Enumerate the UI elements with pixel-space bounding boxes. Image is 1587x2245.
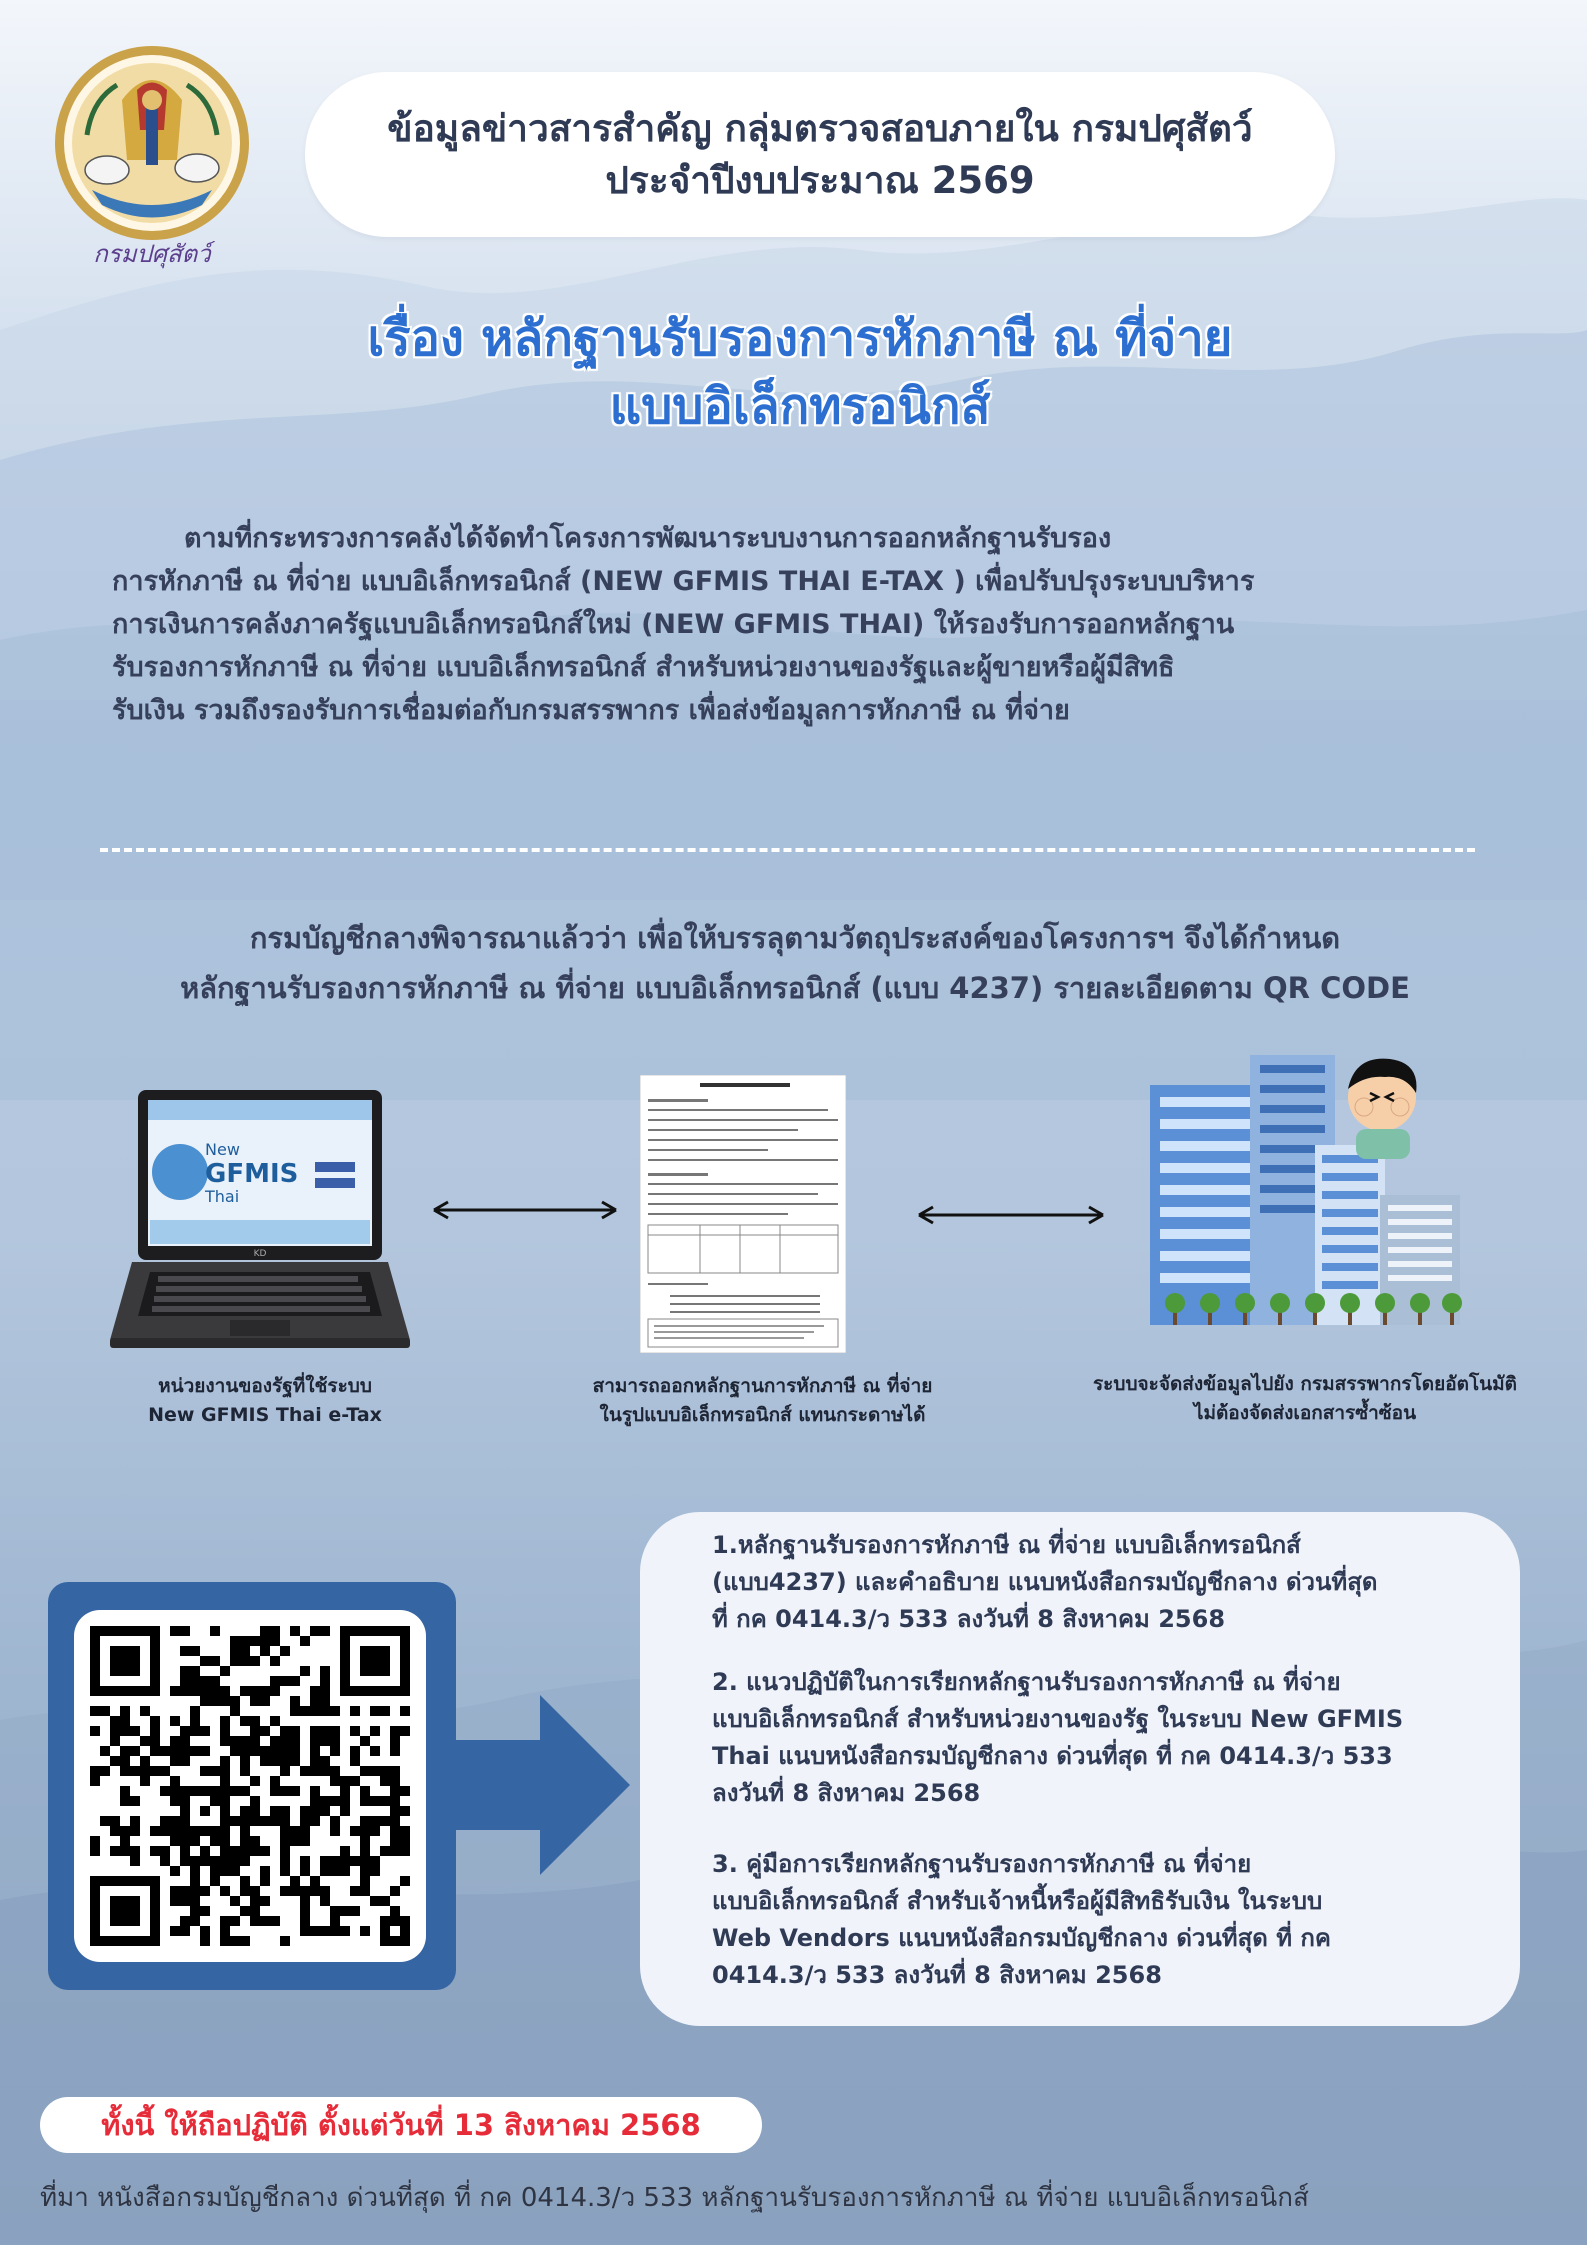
note-line: 1.หลักฐานรับรองการหักภาษี ณ ที่จ่าย แบบอิเล็กทรอนิกส์ xyxy=(712,1531,1301,1559)
laptop-illustration xyxy=(110,1090,410,1348)
header-title-line2: ประจำปีงบประมาณ 2569 xyxy=(605,158,1035,202)
caption-line: New GFMIS Thai e-Tax xyxy=(148,1404,382,1426)
note-line: 3. คู่มือการเรียกหลักฐานรับรองการหักภาษี ณ ที่จ่าย xyxy=(712,1850,1252,1878)
reference-notes-box xyxy=(640,1512,1520,2026)
effective-date-banner: ทั้งนี้ ให้ถือปฏิบัติ ตั้งแต่วันที่ 13 สิงหาคม 2568 xyxy=(40,2097,762,2153)
intro-line: การหักภาษี ณ ที่จ่าย แบบอิเล็กทรอนิกส์ (NEW GFMIS THAI E-TAX ) เพื่อปรับปรุงระบบบริหาร xyxy=(112,566,1255,597)
note-line: Web Vendors แนบหนังสือกรมบัญชีกลาง ด่วนที่สุด ที่ กค xyxy=(712,1924,1331,1952)
note-line: แบบอิเล็กทรอนิกส์ สำหรับเจ้าหนี้หรือผู้มีสิทธิรับเงิน ในระบบ xyxy=(712,1887,1323,1915)
header-banner xyxy=(305,72,1335,237)
flow-caption-document xyxy=(540,1372,985,1430)
note-line: (แบบ4237) และคำอธิบาย แนบหนังสือกรมบัญชีกลาง ด่วนที่สุด xyxy=(712,1568,1378,1596)
caption-line: ไม่ต้องจัดส่งเอกสารซ้ำซ้อน xyxy=(1193,1402,1417,1424)
subject-heading xyxy=(160,305,1440,441)
source-citation: ที่มา หนังสือกรมบัญชีกลาง ด่วนที่สุด ที่ กค 0414.3/ว 533 หลักฐานรับรองการหักภาษี ณ ที่จ่าย แบบอิเล็กทรอนิกส์ xyxy=(40,2183,1309,2213)
flow-arrow-right xyxy=(917,1200,1105,1230)
note-item xyxy=(712,1664,1502,1812)
qr-code-frame xyxy=(48,1582,456,1990)
laptop-screen-thai: Thai xyxy=(205,1187,240,1206)
flow-caption-agency xyxy=(110,1372,420,1430)
subject-line1: เรื่อง หลักฐานรับรองการหักภาษี ณ ที่จ่าย xyxy=(367,310,1233,367)
intro-line: รับเงิน รวมถึงรองรับการเชื่อมต่อกับกรมสรรพากร เพื่อส่งข้อมูลการหักภาษี ณ ที่จ่าย xyxy=(112,695,1070,726)
caption-line: สามารถออกหลักฐานการหักภาษี ณ ที่จ่าย xyxy=(592,1375,933,1397)
note-line: 0414.3/ว 533 ลงวันที่ 8 สิงหาคม 2568 xyxy=(712,1961,1162,1989)
header-title-line1: ข้อมูลข่าวสารสำคัญ กลุ่มตรวจสอบภายใน กรมปศุสัตว์ xyxy=(387,106,1253,150)
laptop-screen-gfmis: GFMIS xyxy=(205,1159,299,1189)
qr-code[interactable] xyxy=(74,1610,426,1962)
caption-line: ในรูปแบบอิเล็กทรอนิกส์ แทนกระดาษได้ xyxy=(599,1404,926,1426)
note-line: 2. แนวปฏิบัติในการเรียกหลักฐานรับรองการหักภาษี ณ ที่จ่าย xyxy=(712,1668,1341,1696)
caption-line: ระบบจะจัดส่งข้อมูลไปยัง กรมสรรพากรโดยอัตโนมัติ xyxy=(1092,1373,1518,1395)
intro-line: รับรองการหักภาษี ณ ที่จ่าย แบบอิเล็กทรอนิกส์ สำหรับหน่วยงานของรัฐและผู้ขายหรือผู้มีสิทธิ xyxy=(112,652,1175,683)
note-line: ที่ กค 0414.3/ว 533 ลงวันที่ 8 สิงหาคม 2568 xyxy=(712,1605,1226,1633)
decision-line: กรมบัญชีกลางพิจารณาแล้วว่า เพื่อให้บรรลุตามวัตถุประสงค์ของโครงการฯ จึงได้กำหนด xyxy=(249,921,1341,955)
logo-text: กรมปศุสัตว์ xyxy=(93,240,211,268)
decision-line: หลักฐานรับรองการหักภาษี ณ ที่จ่าย แบบอิเล็กทรอนิกส์ (แบบ 4237) รายละเอียดตาม QR CODE xyxy=(180,971,1410,1005)
department-logo xyxy=(52,40,252,270)
note-line: แบบอิเล็กทรอนิกส์ สำหรับหน่วยงานของรัฐ ในระบบ New GFMIS xyxy=(712,1705,1404,1733)
decision-paragraph xyxy=(70,913,1520,1013)
subject-line2: แบบอิเล็กทรอนิกส์ xyxy=(609,378,991,435)
flow-caption-revenue xyxy=(1040,1370,1570,1428)
note-line: ลงวันที่ 8 สิงหาคม 2568 xyxy=(712,1779,981,1807)
laptop-screen-new: New xyxy=(205,1140,240,1159)
note-line: Thai แนบหนังสือกรมบัญชีกลาง ด่วนที่สุด ที่ กค 0414.3/ว 533 xyxy=(712,1742,1393,1770)
intro-line: การเงินการคลังภาครัฐแบบอิเล็กทรอนิกส์ใหม่ (NEW GFMIS THAI) ให้รองรับการออกหลักฐาน xyxy=(112,609,1235,640)
dashed-divider xyxy=(100,848,1475,852)
intro-paragraph xyxy=(112,517,1492,732)
intro-line: ตามที่กระทรวงการคลังได้จัดทำโครงการพัฒนาระบบงานการออกหลักฐานรับรอง xyxy=(184,523,1112,554)
buildings-illustration xyxy=(1150,1045,1470,1335)
note-item xyxy=(712,1846,1502,1994)
laptop-brand: KD xyxy=(253,1249,267,1259)
caption-line: หน่วยงานของรัฐที่ใช้ระบบ xyxy=(158,1375,372,1397)
arrow-right-icon xyxy=(440,1695,630,1875)
tax-document-illustration xyxy=(640,1075,846,1353)
flow-arrow-left xyxy=(432,1195,618,1225)
note-item xyxy=(712,1527,1502,1638)
